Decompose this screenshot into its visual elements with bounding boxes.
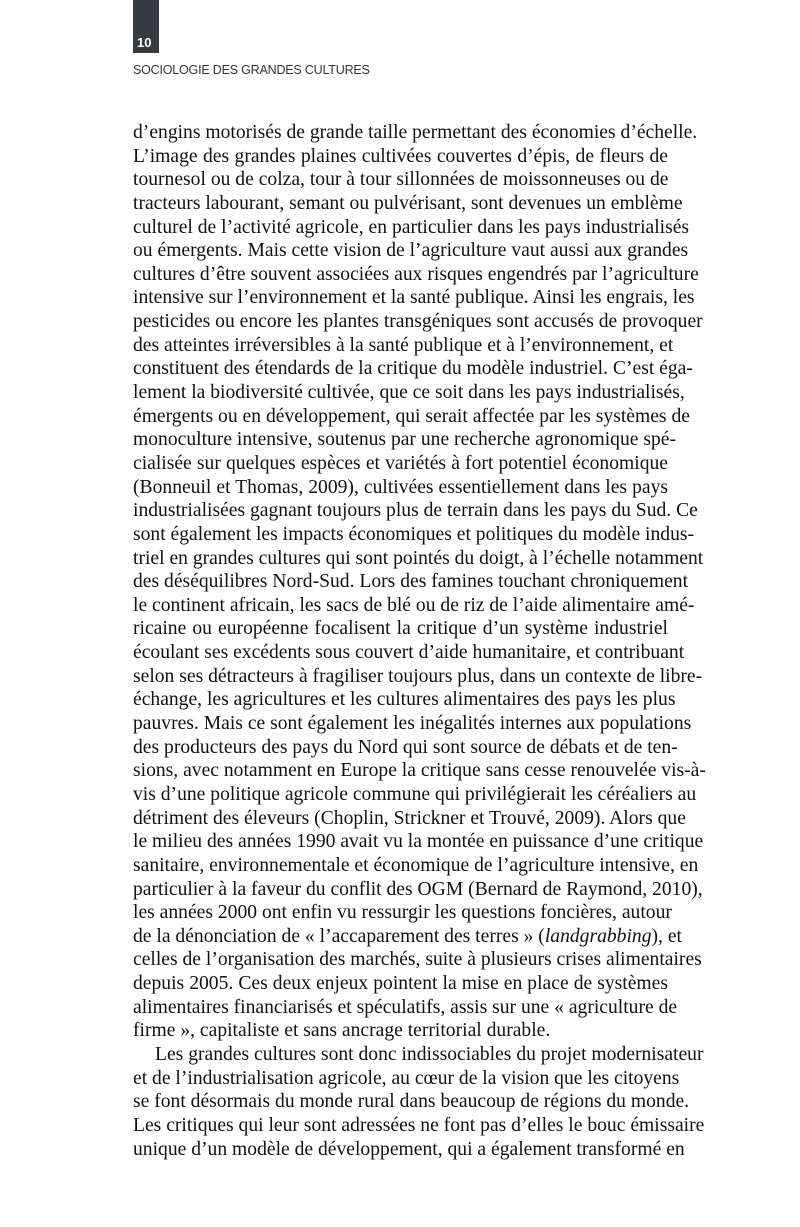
- text-line: monoculture intensive, soutenus par une recherche agronomique spé-: [133, 429, 676, 451]
- text-line: ricaine ou européenne focalisent la critique d’un système industriel: [133, 618, 668, 640]
- text-line: depuis 2005. Ces deux enjeux pointent la mise en place de systèmes: [133, 973, 668, 995]
- text-line: triel en grandes cultures qui sont pointés du doigt, à l’échelle notamment: [133, 547, 704, 569]
- page-number-tab: [133, 0, 159, 53]
- text-line: le milieu des années 1990 avait vu la montée en puissance d’une critique: [133, 831, 704, 853]
- text-line: des producteurs des pays du Nord qui sont source de débats et de ten-: [133, 736, 678, 758]
- text-line: et de l’industrialisation agricole, au cœur de la vision que les citoyens: [133, 1067, 680, 1089]
- text-line: tournesol ou de colza, tour à tour sillonnées de moissonneuses ou de: [133, 169, 669, 191]
- text-segment: ), et: [651, 925, 682, 947]
- body-text: [133, 121, 706, 1161]
- text-line: ou émergents. Mais cette vision de l’agriculture vaut aussi aux grandes: [133, 240, 689, 262]
- text-line: firme », capitaliste et sans ancrage territorial durable.: [133, 1020, 551, 1042]
- text-line: se font désormais du monde rural dans beaucoup de régions du monde.: [133, 1091, 690, 1113]
- text-line: L’image des grandes plaines cultivées couvertes d’épis, de fleurs de: [133, 145, 668, 167]
- text-line: particulier à la faveur du conflit des OGM (Bernard de Raymond, 2010),: [133, 878, 703, 900]
- text-line: alimentaires financiarisés et spéculatifs, assis sur une « agriculture de: [133, 996, 678, 1018]
- text-line: sanitaire, environnementale et économique de l’agriculture intensive, en: [133, 854, 699, 876]
- text-line: Les grandes cultures sont donc indissociables du projet modernisateur: [155, 1043, 704, 1065]
- text-line: Les critiques qui leur sont adressées ne font pas d’elles le bouc émissaire: [133, 1114, 705, 1136]
- text-line: détriment des éleveurs (Choplin, Strickner et Trouvé, 2009). Alors que: [133, 807, 686, 829]
- text-line: intensive sur l’environnement et la santé publique. Ainsi les engrais, les: [133, 287, 695, 309]
- text-line: échange, les agricultures et les cultures alimentaires des pays les plus: [133, 689, 676, 711]
- text-line: celles de l’organisation des marchés, suite à plusieurs crises alimentaires: [133, 949, 702, 971]
- text-line: selon ses détracteurs à fragiliser toujours plus, dans un contexte de libre-: [133, 665, 703, 687]
- text-segment: de la dénonciation de « l’accaparement des terres » (: [133, 925, 545, 947]
- page-number: 10: [137, 35, 152, 50]
- text-line: constituent des étendards de la critique du modèle industriel. C’est éga-: [133, 358, 693, 380]
- text-line: pesticides ou encore les plantes transgéniques sont accusés de provoquer: [133, 311, 703, 333]
- running-header: SOCIOLOGIE DES GRANDES CULTURES: [133, 63, 370, 77]
- text-line: émergents ou en développement, qui serait affectée par les systèmes de: [133, 405, 690, 427]
- text-line: lement la biodiversité cultivée, que ce soit dans les pays industrialisés,: [133, 382, 685, 404]
- text-line: culturel de l’activité agricole, en particulier dans les pays industrialisés: [133, 216, 690, 238]
- text-line: tracteurs labourant, semant ou pulvérisant, sont devenues un emblème: [133, 192, 683, 214]
- text-line: cialisée sur quelques espèces et variétés à fort potentiel économique: [133, 452, 668, 474]
- text-line: des déséquilibres Nord-Sud. Lors des famines touchant chroniquement: [133, 571, 689, 593]
- text-line: sions, avec notamment en Europe la critique sans cesse renouvelée vis-à-: [133, 760, 706, 782]
- text-line: industrialisées gagnant toujours plus de terrain dans les pays du Sud. Ce: [133, 500, 698, 522]
- text-line: le continent africain, les sacs de blé ou de riz de l’aide alimentaire amé-: [133, 594, 695, 616]
- text-line: pauvres. Mais ce sont également les inégalités internes aux populations: [133, 713, 692, 735]
- text-line: [133, 925, 682, 949]
- text-line: (Bonneuil et Thomas, 2009), cultivées essentiellement dans les pays: [133, 476, 668, 498]
- text-line: sont également les impacts économiques et politiques du modèle indus-: [133, 523, 695, 545]
- italic-term: landgrabbing: [544, 925, 652, 947]
- text-line: cultures d’être souvent associées aux risques engendrés par l’agriculture: [133, 263, 699, 285]
- text-line: d’engins motorisés de grande taille permettant des économies d’échelle.: [133, 122, 698, 143]
- text-line: unique d’un modèle de développement, qui a également transformé en: [133, 1138, 685, 1160]
- text-line: écoulant ses excédents sous couvert d’aide humanitaire, et contribuant: [133, 642, 685, 664]
- text-line: les années 2000 ont enfin vu ressurgir les questions foncières, autour: [133, 902, 672, 924]
- text-line: des atteintes irréversibles à la santé publique et à l’environnement, et: [133, 334, 674, 356]
- text-line: vis d’une politique agricole commune qui privilégierait les céréaliers au: [133, 783, 697, 805]
